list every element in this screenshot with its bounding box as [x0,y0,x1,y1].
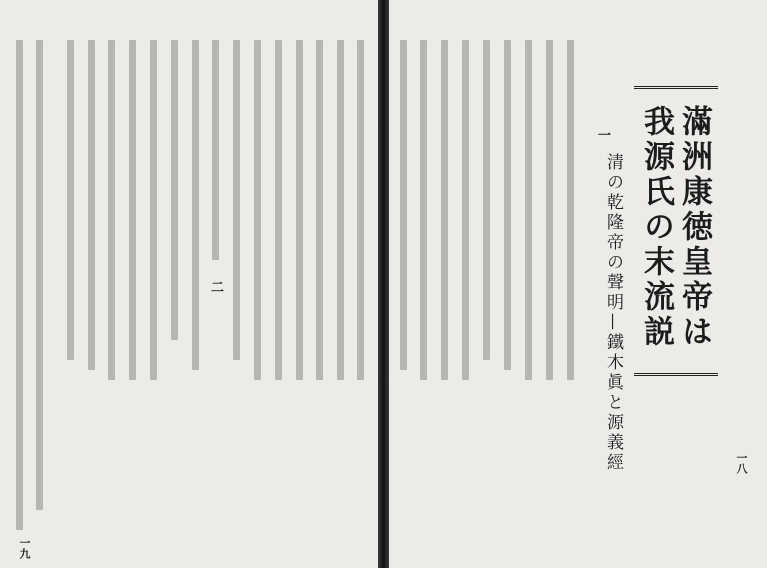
right-section-mark: 一 [595,128,610,141]
text-column-placeholder [150,40,157,380]
text-column-placeholder [233,40,240,360]
text-column-placeholder [171,40,178,340]
text-column-placeholder [337,40,344,380]
text-column-placeholder [129,40,136,380]
text-column-placeholder [357,40,364,380]
text-column-placeholder [400,40,407,370]
text-column-placeholder [212,40,219,260]
text-column-placeholder [546,40,553,380]
left-page [0,0,378,568]
text-column-placeholder [67,40,74,360]
text-column-placeholder [420,40,427,380]
text-column-placeholder [525,40,532,380]
text-column-placeholder [483,40,490,360]
text-column-placeholder [254,40,261,380]
book-gutter [378,0,389,568]
right-page-number: 一八 [735,452,748,474]
text-column-placeholder [16,40,23,530]
article-title-line-2: 我源氏の末流説 [638,105,674,350]
article-subtitle: 清の乾隆帝の聲明—鐵木眞と源義經 [603,153,623,473]
text-column-placeholder [36,40,43,510]
title-frame [634,86,718,376]
text-column-placeholder [462,40,469,380]
text-column-placeholder [108,40,115,380]
text-column-placeholder [296,40,303,380]
text-column-placeholder [275,40,282,380]
left-section-mark: 二 [208,280,223,293]
text-column-placeholder [504,40,511,370]
left-page-number: 一九 [18,537,31,559]
article-title-line-1: 滿洲康徳皇帝は [676,105,712,350]
text-column-placeholder [441,40,448,380]
text-column-placeholder [567,40,574,380]
text-column-placeholder [88,40,95,370]
text-column-placeholder [192,40,199,370]
text-column-placeholder [316,40,323,380]
